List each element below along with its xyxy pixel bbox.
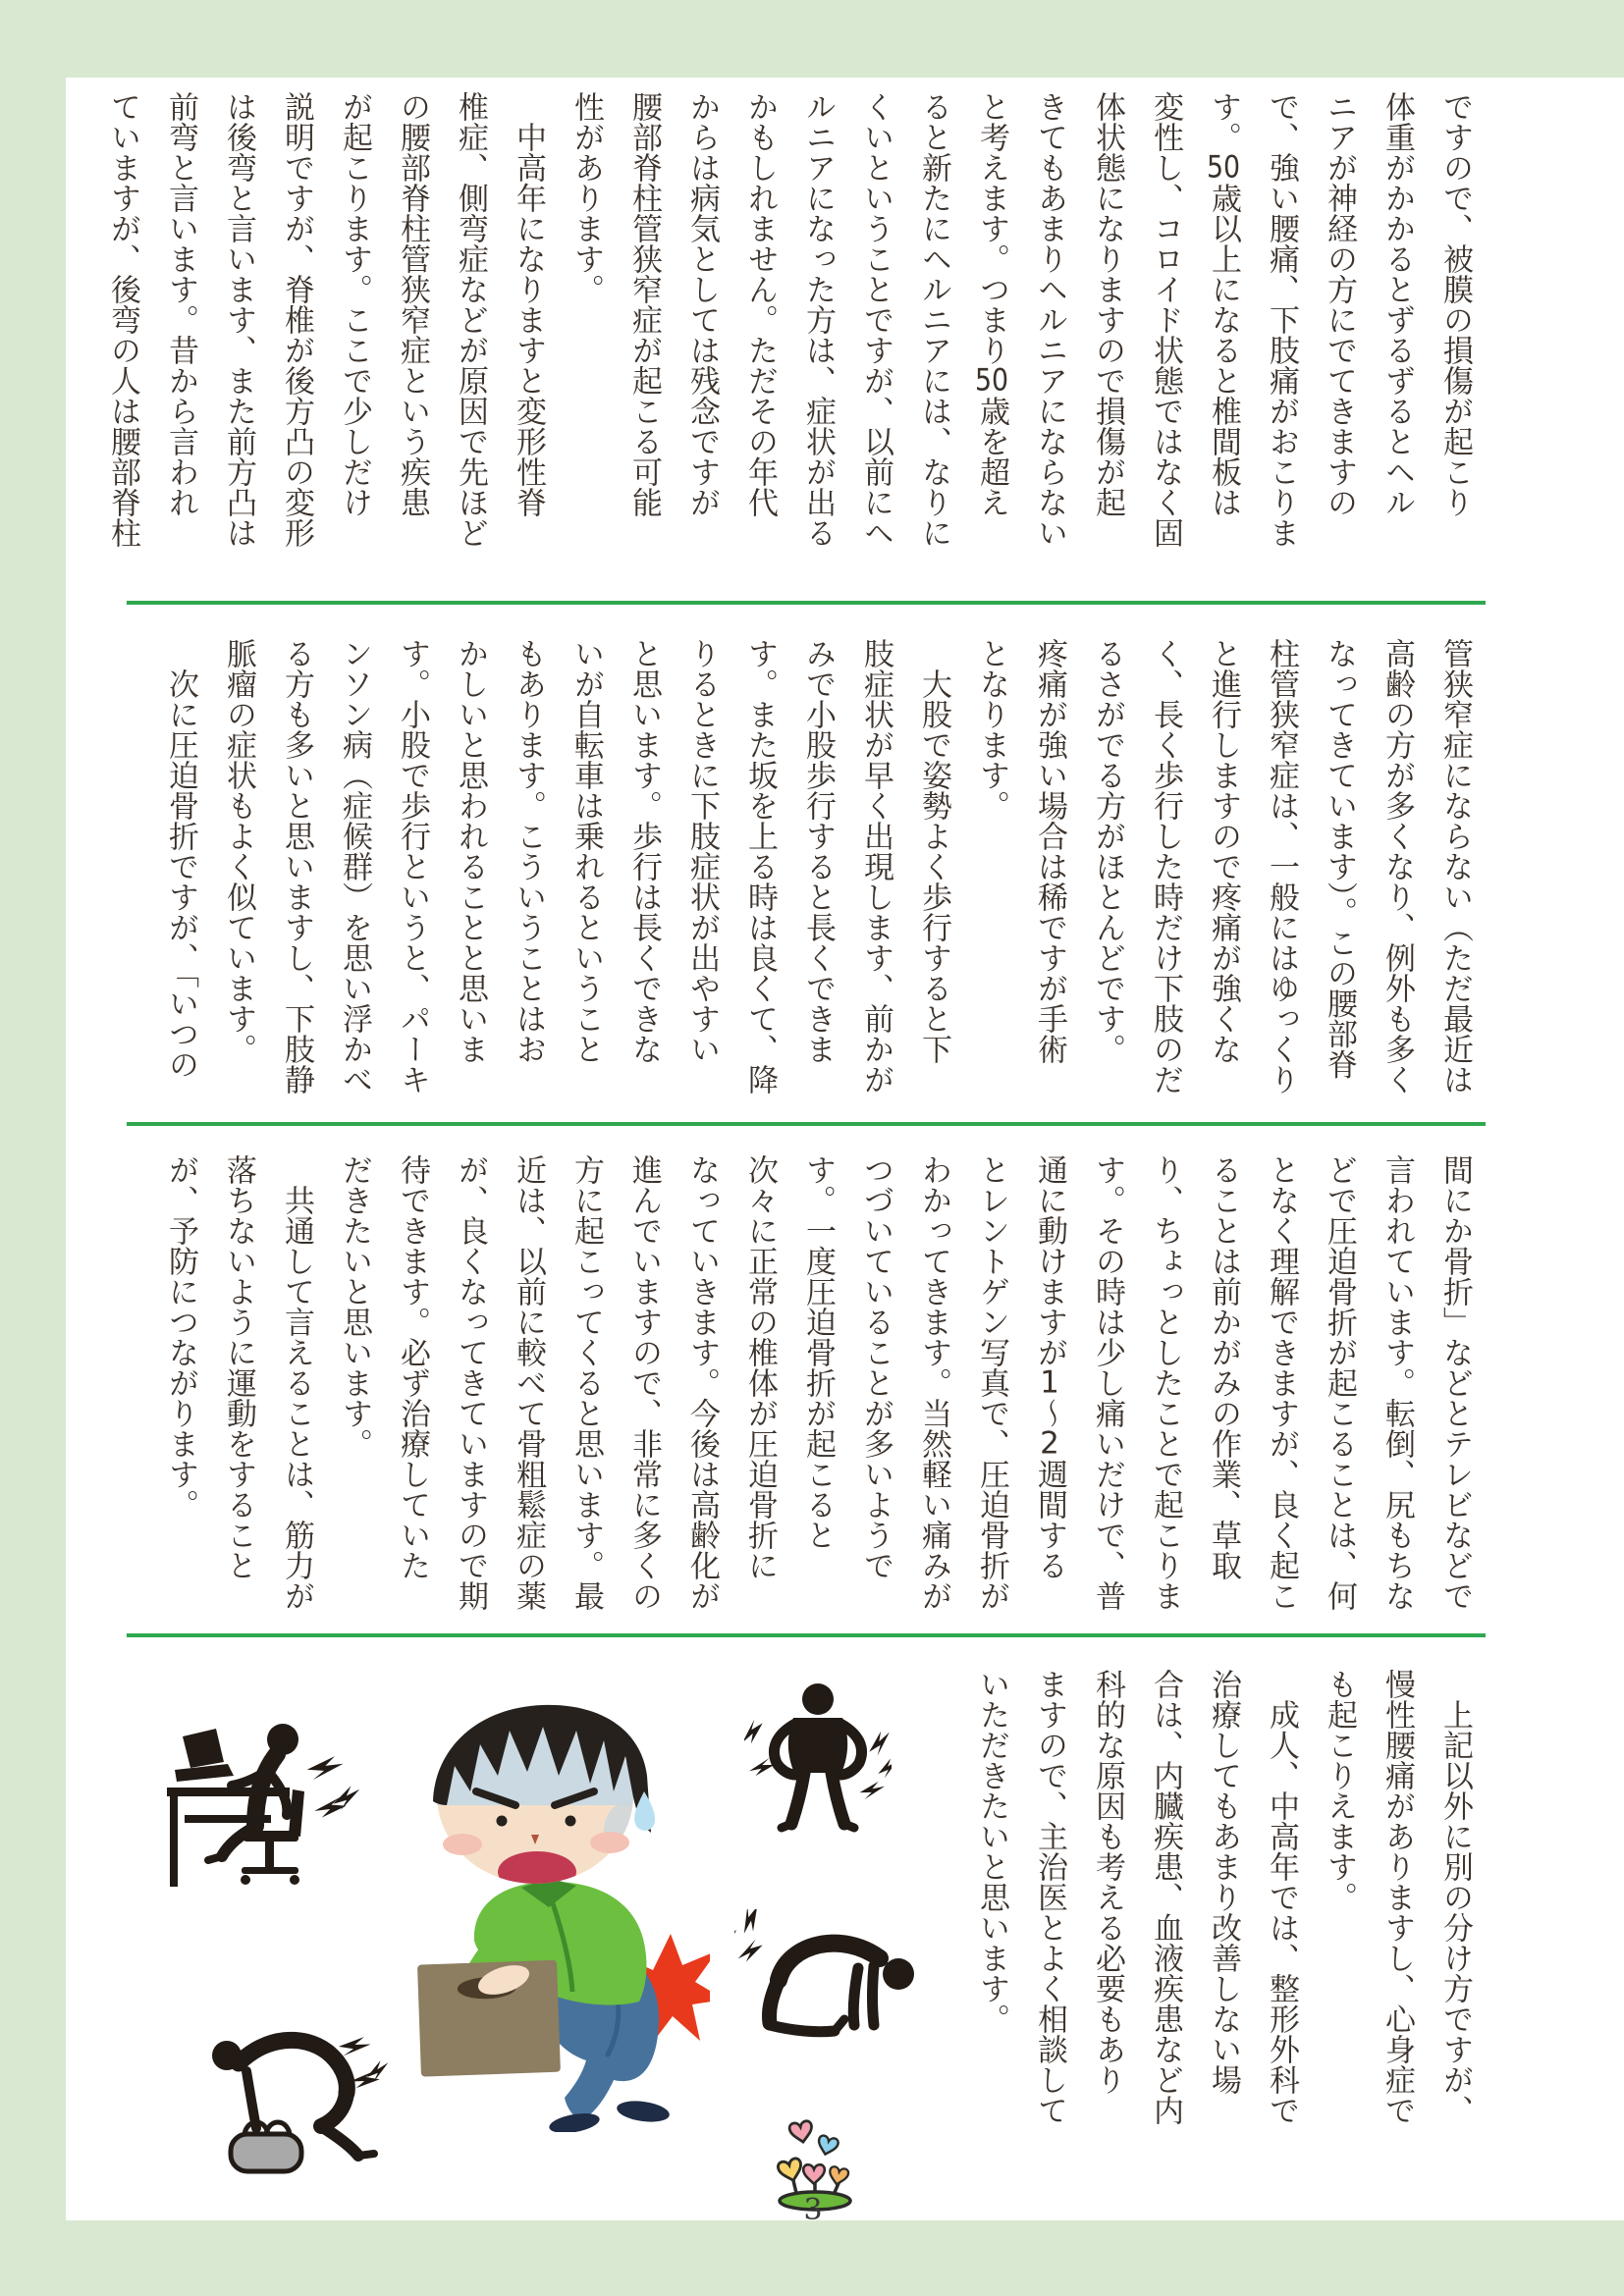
text-column: く、長く歩行した時だけ下肢のだ bbox=[1148, 638, 1183, 1095]
text-column: 落ちないように運動をすること bbox=[221, 1154, 256, 1580]
text-column: す。小股で歩行というと、パーキ bbox=[395, 638, 430, 1095]
text-column: みで小股歩行すると長くできま bbox=[800, 638, 836, 1064]
text-column: ですので、被膜の損傷が起こり bbox=[1437, 91, 1473, 517]
text-column: からは病気としては残念ですが bbox=[684, 91, 720, 517]
text-column: は後弯と言います、また前方凸は bbox=[221, 91, 256, 548]
text-column: ることは前かがみの作業、草取 bbox=[1206, 1154, 1241, 1580]
text-column: と思います。歩行は長くできな bbox=[626, 638, 662, 1064]
text-column: 前弯と言います。昔から言われ bbox=[163, 91, 198, 517]
text-column: 通に動けますが1〜2週間する bbox=[1032, 1154, 1067, 1580]
text-column: かもしれません。ただその年代 bbox=[742, 91, 778, 517]
text-column: 間にか骨折」などとテレビなどで bbox=[1437, 1154, 1473, 1611]
text-column: と考えます。つまり50歳を超え bbox=[974, 91, 1009, 517]
text-column: 高齢の方が多くなり、例外も多く bbox=[1380, 638, 1415, 1095]
text-section-3 bbox=[151, 1154, 1484, 1624]
text-column: 体重がかかるとずるずるとヘル bbox=[1380, 91, 1415, 517]
text-column: 成人、中高年では、整形外科で bbox=[1264, 1669, 1299, 2125]
text-column: 合は、内臓疾患、血液疾患など内 bbox=[1148, 1669, 1183, 2125]
text-column: るさがでる方がほとんどです。 bbox=[1090, 638, 1125, 1064]
text-column: とレントゲン写真で、圧迫骨折が bbox=[974, 1154, 1009, 1611]
text-column: ンソン病（症候群）を思い浮かべ bbox=[337, 638, 372, 1095]
text-column: 管狭窄症にならない（ただ最近は bbox=[1437, 638, 1473, 1095]
text-column: つづいていることが多いようで bbox=[858, 1154, 893, 1580]
text-section-1 bbox=[93, 91, 1484, 561]
text-column: 疼痛が強い場合は稀ですが手術 bbox=[1032, 638, 1067, 1064]
page-number: 3 bbox=[803, 2193, 823, 2227]
text-column: 性があります。 bbox=[568, 91, 604, 304]
text-column: どで圧迫骨折が起こることは、何 bbox=[1322, 1154, 1357, 1611]
text-column: 治療してもあまり改善しない場 bbox=[1206, 1669, 1241, 2095]
text-column: 次に圧迫骨折ですが、「いつの bbox=[163, 638, 198, 1080]
text-column: 柱管狭窄症は、一般にはゆっくり bbox=[1264, 638, 1299, 1095]
text-column: 変性し、コロイド状態ではなく固 bbox=[1148, 91, 1183, 548]
text-column: が起こります。ここで少しだけ bbox=[337, 91, 372, 517]
text-column: 体状態になりますので損傷が起 bbox=[1090, 91, 1125, 517]
text-column: なっていきます。今後は高齢化が bbox=[684, 1154, 720, 1611]
text-column: くいということですが、以前にヘ bbox=[858, 91, 893, 548]
text-column: と進行しますので疼痛が強くな bbox=[1206, 638, 1241, 1064]
crawling-back-pain-icon bbox=[734, 1909, 926, 2047]
text-column: ますので、主治医とよく相談して bbox=[1032, 1669, 1067, 2125]
text-column: わかってきます。当然軽い痛みが bbox=[916, 1154, 951, 1611]
text-column: す。また坂を上る時は良くて、降 bbox=[742, 638, 778, 1095]
text-column: 共通して言えることは、筋力が bbox=[279, 1154, 314, 1611]
text-column: す。その時は少し痛いだけで、普 bbox=[1090, 1154, 1125, 1611]
text-column: 言われています。転倒、尻もちな bbox=[1380, 1154, 1415, 1611]
text-column: もあります。こういうことはお bbox=[511, 638, 546, 1064]
text-column: の腰部脊柱管狭窄症という疾患 bbox=[395, 91, 430, 517]
man-lifting-box-cartoon bbox=[406, 1695, 710, 2132]
text-section-4 bbox=[962, 1669, 1484, 2138]
text-column: 上記以外に別の分け方ですが、 bbox=[1437, 1669, 1473, 2125]
text-column: が、予防につながります。 bbox=[163, 1154, 198, 1520]
text-column: きてもあまりヘルニアにならない bbox=[1032, 91, 1067, 548]
text-column: 科的な原因も考える必要もあり bbox=[1090, 1669, 1125, 2095]
text-column: ていますが、後弯の人は腰部脊柱 bbox=[105, 91, 140, 548]
text-section-2 bbox=[151, 638, 1484, 1107]
text-column: す。一度圧迫骨折が起こると bbox=[800, 1154, 836, 1550]
text-column: りるときに下肢症状が出やすい bbox=[684, 638, 720, 1064]
text-column: ると新たにヘルニアには、なりに bbox=[916, 91, 951, 548]
text-column: いただきたいと思います。 bbox=[974, 1669, 1009, 2034]
desk-worker-back-pain-icon bbox=[167, 1713, 363, 1904]
text-column: 説明ですが、脊椎が後方凸の変形 bbox=[279, 91, 314, 548]
text-column: となく理解できますが、良く起こ bbox=[1264, 1154, 1299, 1611]
text-column: 中高年になりますと変形性脊 bbox=[511, 91, 546, 517]
section-divider-2 bbox=[127, 1122, 1486, 1126]
text-column: 方に起こってくると思います。最 bbox=[568, 1154, 604, 1611]
text-column: 腰部脊柱管狭窄症が起こる可能 bbox=[626, 91, 662, 517]
text-column: ニアが神経の方にでてきますの bbox=[1322, 91, 1357, 517]
text-column: る方も多いと思いますし、下肢静 bbox=[279, 638, 314, 1095]
text-column: かしいと思われることと思いま bbox=[453, 638, 488, 1064]
text-column: も起こりえます。 bbox=[1322, 1669, 1357, 1912]
text-column: が、良くなってきていますので期 bbox=[453, 1154, 488, 1611]
bag-lifting-back-pain-icon bbox=[201, 2010, 388, 2187]
text-column: 脈瘤の症状もよく似ています。 bbox=[221, 638, 256, 1064]
text-column: なってきています）。この腰部脊 bbox=[1322, 638, 1357, 1080]
text-column: 次々に正常の椎体が圧迫骨折に bbox=[742, 1154, 778, 1580]
text-column: 大股で姿勢よく歩行すると下 bbox=[916, 638, 951, 1064]
text-column: 進んでいますので、非常に多くの bbox=[626, 1154, 662, 1611]
text-column: いが自転車は乗れるということ bbox=[568, 638, 604, 1064]
text-column: で、強い腰痛、下肢痛がおこりま bbox=[1264, 91, 1299, 548]
text-column: す。50歳以上になると椎間板は bbox=[1206, 91, 1241, 517]
standing-back-pain-icon bbox=[744, 1681, 892, 1838]
text-column: 椎症、側弯症などが原因で先ほど bbox=[453, 91, 488, 548]
text-column: となります。 bbox=[974, 638, 1009, 821]
text-column: 肢症状が早く出現します、前かが bbox=[858, 638, 893, 1095]
section-divider-3 bbox=[127, 1633, 1486, 1637]
text-column: 近は、以前に較べて骨粗鬆症の薬 bbox=[511, 1154, 546, 1611]
text-column: だきたいと思います。 bbox=[337, 1154, 372, 1459]
section-divider-1 bbox=[127, 601, 1486, 605]
text-column: ルニアになった方は、症状が出る bbox=[800, 91, 836, 548]
text-column: 待できます。必ず治療していた bbox=[395, 1154, 430, 1580]
text-column: り、ちょっとしたことで起こりま bbox=[1148, 1154, 1183, 1611]
text-column: 慢性腰痛がありますし、心身症で bbox=[1380, 1669, 1415, 2125]
